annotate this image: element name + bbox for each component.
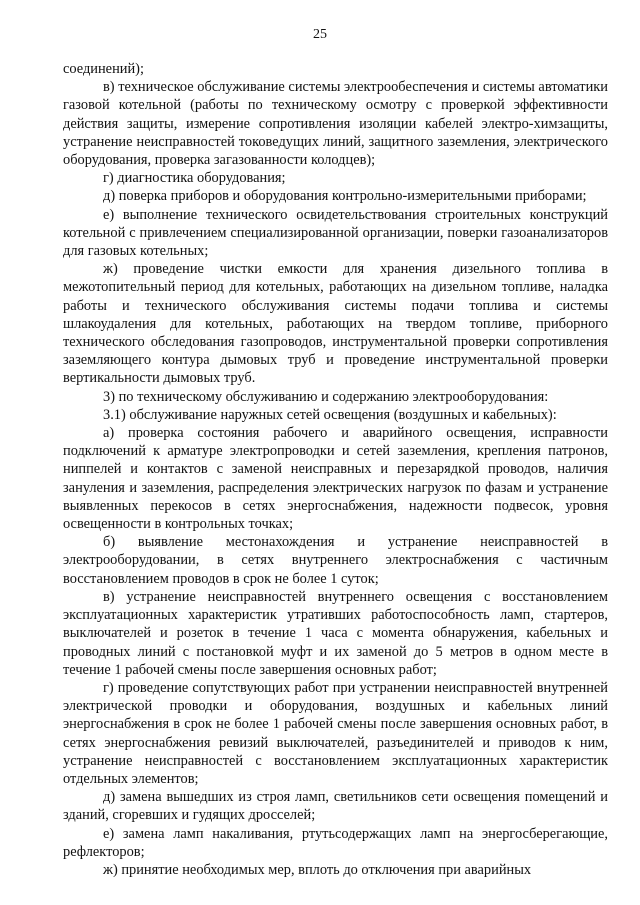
paragraph-item-e: е) выполнение технического освидетельствования строительных конструкций котельной с привлечением специализированной организации, поверки газоанализаторов для газовых котельных; (63, 206, 608, 260)
document-body (63, 60, 608, 879)
paragraph-item-v-2: в) устранение неисправностей внутреннего освещения с восстановлением эксплуатационных характеристик утративших работоспособность ламп, стартеров, выключателей и розеток в течение 1 часа с момента обнаружения, кабельных и проводных линий с постановкой муфт и их заменой до 5 метров в одном месте в течение 1 рабочей смены после завершения основных работ; (63, 588, 608, 678)
paragraph-item-e-2: е) замена ламп накаливания, ртутьсодержащих ламп на энергосберегающие, рефлекторов; (63, 825, 608, 860)
paragraph-item-zh: ж) проведение чистки емкости для хранения дизельного топлива в межотопительный период для котельных, работающих на дизельном топливе, наладка работы и технического обслуживания системы подачи топлива и системы шлакоудаления для котельных, работающих на твердом топливе, приборного технического обследования газопроводов, инструментальной проверки сопротивления заземляющего контура дымовых труб и проведение инструментальной проверки вертикальности дымовых труб. (63, 261, 608, 387)
paragraph-item-zh-2: ж) принятие необходимых мер, вплоть до отключения при аварийных (103, 861, 532, 878)
paragraph-item-d: д) поверка приборов и оборудования контрольно-измерительными приборами; (103, 188, 587, 205)
paragraph-continuation: соединений); (63, 61, 144, 77)
subsection-heading-3-1: 3.1) обслуживание наружных сетей освещения (воздушных и кабельных): (103, 406, 557, 423)
paragraph-item-b: б) выявление местонахождения и устранение неисправностей в электрооборудовании, в сетях внутреннего электроснабжения с частичным восстановлением проводов в срок не более 1 суток; (63, 534, 608, 587)
section-heading-3: 3) по техническому обслуживанию и содержанию электрооборудования: (103, 388, 549, 405)
paragraph-item-g: г) диагностика оборудования; (103, 170, 286, 187)
paragraph-item-a: а) проверка состояния рабочего и аварийного освещения, исправности подключений к арматуре электропроводки и сетей заземления, крепления патронов, ниппелей и контактов с заменой неисправных и перезарядкой проводов, наличия зануления и заземления, распределения электрических нагрузок по фазам и устранение выявленных перекосов в сетях энергоснабжения, надежности подвесок, уровня освещенности в контрольных точках; (63, 425, 608, 533)
paragraph-item-v: в) техническое обслуживание системы электрообеспечения и системы автоматики газовой котельной (работы по техническому осмотру с проверкой эффективности действия защиты, измерение сопротивления изоляции кабелей электро-химзащиты, устранение неисправностей токоведущих линий, защитного заземления, электрического оборудования, проверка загазованности колодцев); (63, 79, 608, 169)
paragraph-item-d-2: д) замена вышедших из строя ламп, светильников сети освещения помещений и зданий, сгоревших и гудящих дросселей; (63, 789, 608, 824)
paragraph-item-g-2: г) проведение сопутствующих работ при устранении неисправностей внутренней электрической проводки и оборудования, воздушных и кабельных линий энергоснабжения в срок не более 1 рабочей смены после завершения основных работ, в сетях энергоснабжения ревизий выключателей, разъединителей и приводов к ним, устранение неисправностей с восстановлением эксплуатационных характеристик отдельных элементов; (63, 679, 608, 787)
page-number: 25 (313, 27, 327, 42)
